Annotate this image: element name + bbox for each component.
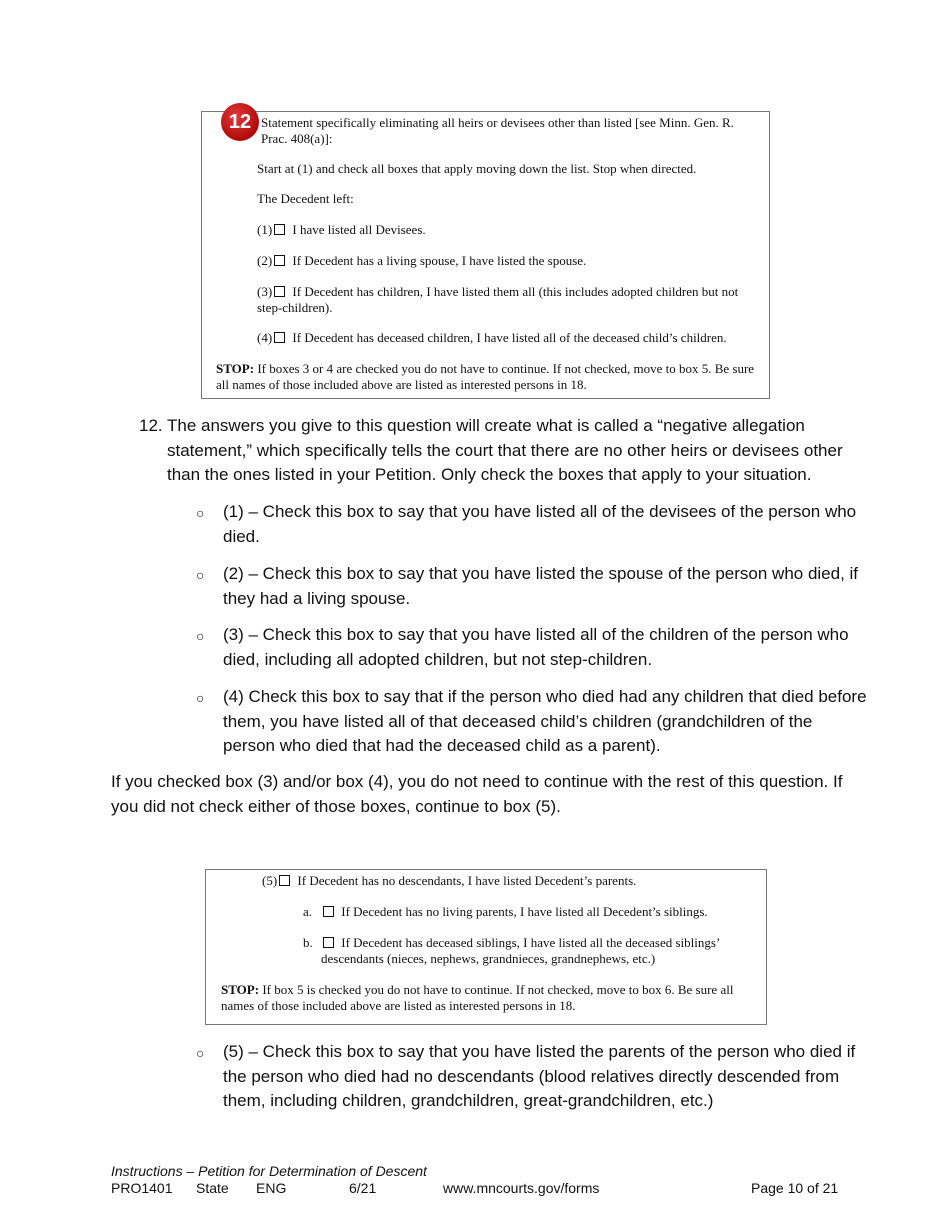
form-item-text: I have listed all Devisees. <box>292 222 426 237</box>
form-item-1 <box>257 222 757 238</box>
sub-item-a-label: a. <box>303 904 313 919</box>
form-item-number: (1) <box>257 222 273 237</box>
checkbox[interactable] <box>274 224 285 235</box>
form-item-number: (4) <box>257 330 273 345</box>
checkbox[interactable] <box>323 906 334 917</box>
bullet-icon: ○ <box>196 1045 205 1061</box>
form-item-text: If Decedent has children, I have listed them all (this includes adopted children but not step-children). <box>257 284 739 315</box>
stop-label: STOP: <box>216 361 255 376</box>
stop-text: If boxes 3 or 4 are checked you do not have to continue. If not checked, move to box 5. Be sure all names of those included above are listed as interested persons in 18. <box>216 361 755 392</box>
checkbox[interactable] <box>274 332 285 343</box>
form-instruction: Start at (1) and check all boxes that apply moving down the list. Stop when directed. <box>257 161 697 176</box>
instruction-intro: The answers you give to this question will create what is called a “negative allegation statement,” which specifically tells the court that there are no other heirs or devisees other than the ones listed in your Petition. Only check the boxes that apply to your situation. <box>167 416 843 484</box>
form-item-number: (5) <box>262 873 278 888</box>
instruction-number: 12. <box>139 416 163 435</box>
bullet-item-4: (4) Check this box to say that if the person who died had any children that died before them, you have listed all of that deceased child’s children (grandchildren of the person who died that had the deceased child as a parent). <box>223 687 867 755</box>
form-item-text: If Decedent has a living spouse, I have listed the spouse. <box>292 253 587 268</box>
footer-page-number: Page 10 of 21 <box>751 1180 839 1196</box>
footer-title: Instructions – Petition for Determination of Descent <box>111 1163 427 1179</box>
checkbox[interactable] <box>279 875 290 886</box>
sub-item-b-label: b. <box>303 935 313 950</box>
form-item-number: (2) <box>257 253 273 268</box>
bullet-icon: ○ <box>196 505 205 521</box>
footer-scope: State <box>196 1180 229 1196</box>
stop-note-2 <box>221 982 761 1014</box>
form-item-3 <box>257 284 759 316</box>
sub-item-text: If Decedent has no living parents, I have listed all Decedent’s siblings. <box>341 904 708 919</box>
checkbox[interactable] <box>323 937 334 948</box>
bullet-icon: ○ <box>196 690 205 706</box>
stop-label: STOP: <box>221 982 260 997</box>
stop-note-1 <box>216 361 756 393</box>
form-heading: Statement specifically eliminating all heirs or devisees other than listed [see Minn. Gen. R. Prac. 408(a)]: <box>261 115 734 146</box>
footer-url[interactable]: www.mncourts.gov/forms <box>443 1180 600 1196</box>
form-item-number: (3) <box>257 284 273 299</box>
sub-item-text: If Decedent has deceased siblings, I have listed all the deceased siblings’ descendants (nieces, nephews, grandnieces, grandnephews, etc.) <box>321 935 720 966</box>
bullet-item-1: (1) – Check this box to say that you have listed all of the devisees of the person who died. <box>223 502 857 546</box>
continue-note: If you checked box (3) and/or box (4), you do not need to continue with the rest of this question. If you did not check either of those boxes, continue to box (5). <box>111 772 843 816</box>
form-item-text: If Decedent has deceased children, I have listed all of the deceased child’s children. <box>292 330 727 345</box>
footer-language: ENG <box>256 1180 287 1196</box>
sub-item-b <box>321 935 746 967</box>
form-item-4 <box>257 330 757 346</box>
bullet-item-2: (2) – Check this box to say that you have listed the spouse of the person who died, if they had a living spouse. <box>223 564 859 608</box>
bullet-item-3: (3) – Check this box to say that you have listed all of the children of the person who died, including all adopted children, but not step-children. <box>223 625 849 669</box>
footer-form-code: PRO1401 <box>111 1180 173 1196</box>
form-item-2 <box>257 253 757 269</box>
bullet-item-5: (5) – Check this box to say that you have listed the parents of the person who died if the person who died had no descendants (blood relatives directly descended from them, including children, grandchildren, great-grandchildren, etc.) <box>223 1042 856 1110</box>
form-item-text: If Decedent has no descendants, I have listed Decedent’s parents. <box>297 873 637 888</box>
bullet-icon: ○ <box>196 567 205 583</box>
decedent-left-label: The Decedent left: <box>257 191 354 206</box>
bullet-icon: ○ <box>196 628 205 644</box>
stop-text: If box 5 is checked you do not have to continue. If not checked, move to box 6. Be sure all names of those included above are listed as interested persons in 18. <box>221 982 734 1013</box>
footer-date: 6/21 <box>349 1180 377 1196</box>
sub-item-a <box>321 904 751 920</box>
step-badge: 12 <box>221 103 259 141</box>
checkbox[interactable] <box>274 286 285 297</box>
checkbox[interactable] <box>274 255 285 266</box>
form-item-5 <box>262 873 757 889</box>
